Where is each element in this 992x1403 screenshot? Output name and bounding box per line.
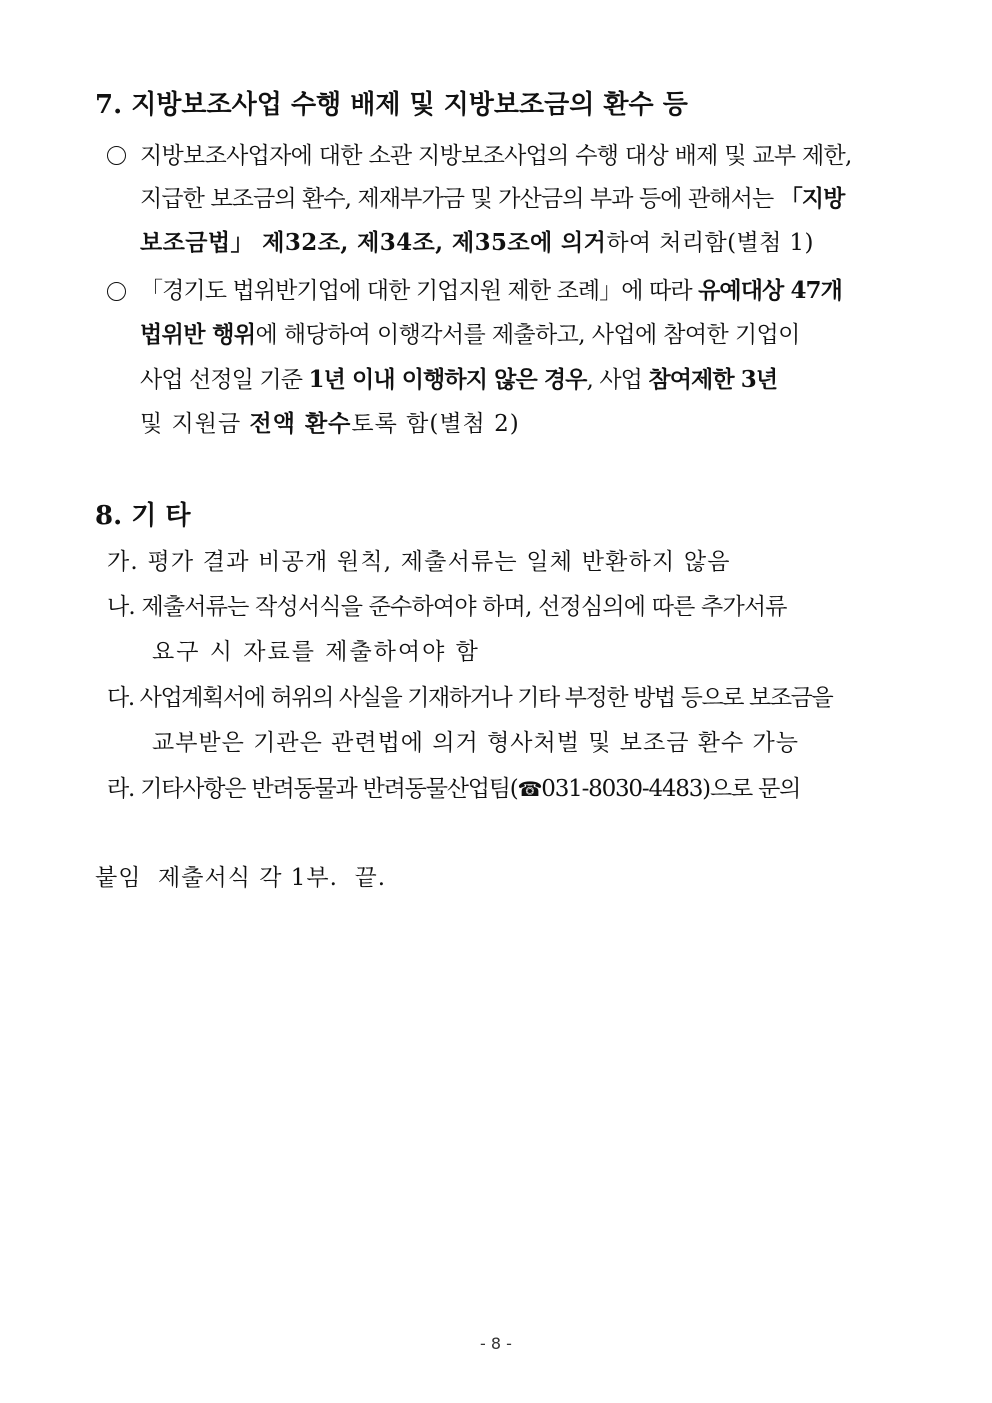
section-7-heading: 7. 지방보조사업 수행 배제 및 지방보조금의 환수 등 [95, 90, 688, 120]
bullet-circle-1 [107, 146, 126, 165]
phone-icon: ☎ [517, 777, 542, 801]
section-8-heading: 8. 기 타 [95, 501, 191, 531]
attachment-note: 붙임 제출서식 각 1부. 끝. [95, 865, 387, 891]
section-8-item-ga: 가. 평가 결과 비공개 원칙, 제출서류는 일체 반환하지 않음 [107, 549, 731, 575]
section-7-item-1-line-3: 보조금법」 제32조, 제34조, 제35조에 의거하여 처리함(별첨 1) [140, 229, 814, 256]
section-7-item-2-line-3: 사업 선정일 기준 1년 이내 이행하지 않은 경우, 사업 참여제한 3년 [140, 366, 778, 393]
section-7-item-2-line-4: 및 지원금 전액 환수토록 함(별첨 2) [140, 410, 520, 437]
section-8-item-da-line-2: 교부받은 기관은 관련법에 의거 형사처벌 및 보조금 환수 가능 [152, 730, 799, 756]
section-7-item-2-line-1: 「경기도 법위반기업에 대한 기업지원 제한 조례」에 따라 유예대상 47개 [140, 277, 842, 304]
bullet-circle-2 [107, 282, 126, 301]
section-8-item-na-line-1: 나. 제출서류는 작성서식을 준수하여야 하며, 선정심의에 따른 추가서류 [107, 594, 787, 620]
section-7-item-1-line-2: 지급한 보조금의 환수, 제재부가금 및 가산금의 부과 등에 관해서는 「지방 [140, 185, 845, 212]
page-number: - 8 - [480, 1334, 512, 1353]
section-8-item-na-line-2: 요구 시 자료를 제출하여야 함 [152, 639, 480, 665]
section-7-item-1-line-1: 지방보조사업자에 대한 소관 지방보조사업의 수행 대상 배제 및 교부 제한, [140, 143, 852, 169]
section-7-item-2-line-2: 법위반 행위에 해당하여 이행각서를 제출하고, 사업에 참여한 기업이 [140, 321, 800, 348]
section-8-item-da-line-1: 다. 사업계획서에 허위의 사실을 기재하거나 기타 부정한 방법 등으로 보조금을 [107, 685, 833, 711]
section-8-item-ra: 라. 기타사항은 반려동물과 반려동물산업팀(☎031-8030-4483)으로 문의 [107, 776, 801, 802]
